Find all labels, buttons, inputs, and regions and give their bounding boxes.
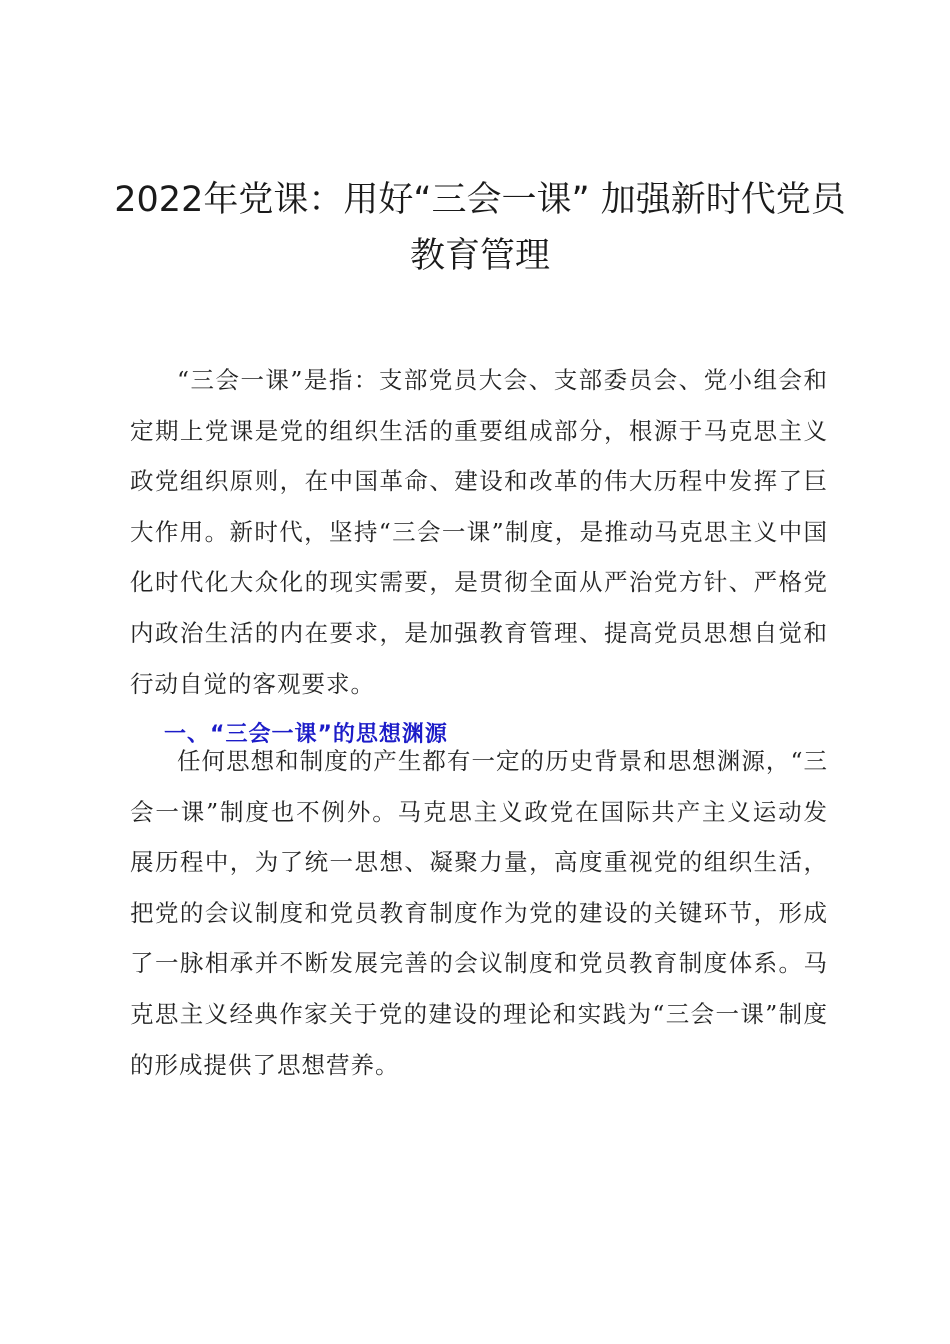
document-title: 2022年党课：用好“三会一课” 加强新时代党员教育管理	[114, 180, 846, 276]
section-heading: 一、“三会一课”的思想渊源	[164, 722, 448, 747]
intro-paragraph: “三会一课”是指：支部党员大会、支部委员会、党小组会和定期上党课是党的组织生活的重要组成部分，根源于马克思主义政党组织原则，在中国革命、建设和改革的伟大历程中发挥了巨大作用。新时代，坚持“三会一课”制度，是推动马克思主义中国化时代化大众化的现实需要，是贯彻全面从严治党方针、严格党内政治生活的内在要求，是加强教育管理、提高党员思想自觉和行动自觉的客观要求。	[130, 366, 828, 698]
section-paragraph: 任何思想和制度的产生都有一定的历史背景和思想渊源，“三会一课”制度也不例外。马克思主义政党在国际共产主义运动发展历程中，为了统一思想、凝聚力量，高度重视党的组织生活，把党的会议制度和党员教育制度作为党的建设的关键环节，形成了一脉相承并不断发展完善的会议制度和党员教育制度体系。马克思主义经典作家关于党的建设的理论和实践为“三会一课”制度的形成提供了思想营养。	[130, 747, 828, 1079]
